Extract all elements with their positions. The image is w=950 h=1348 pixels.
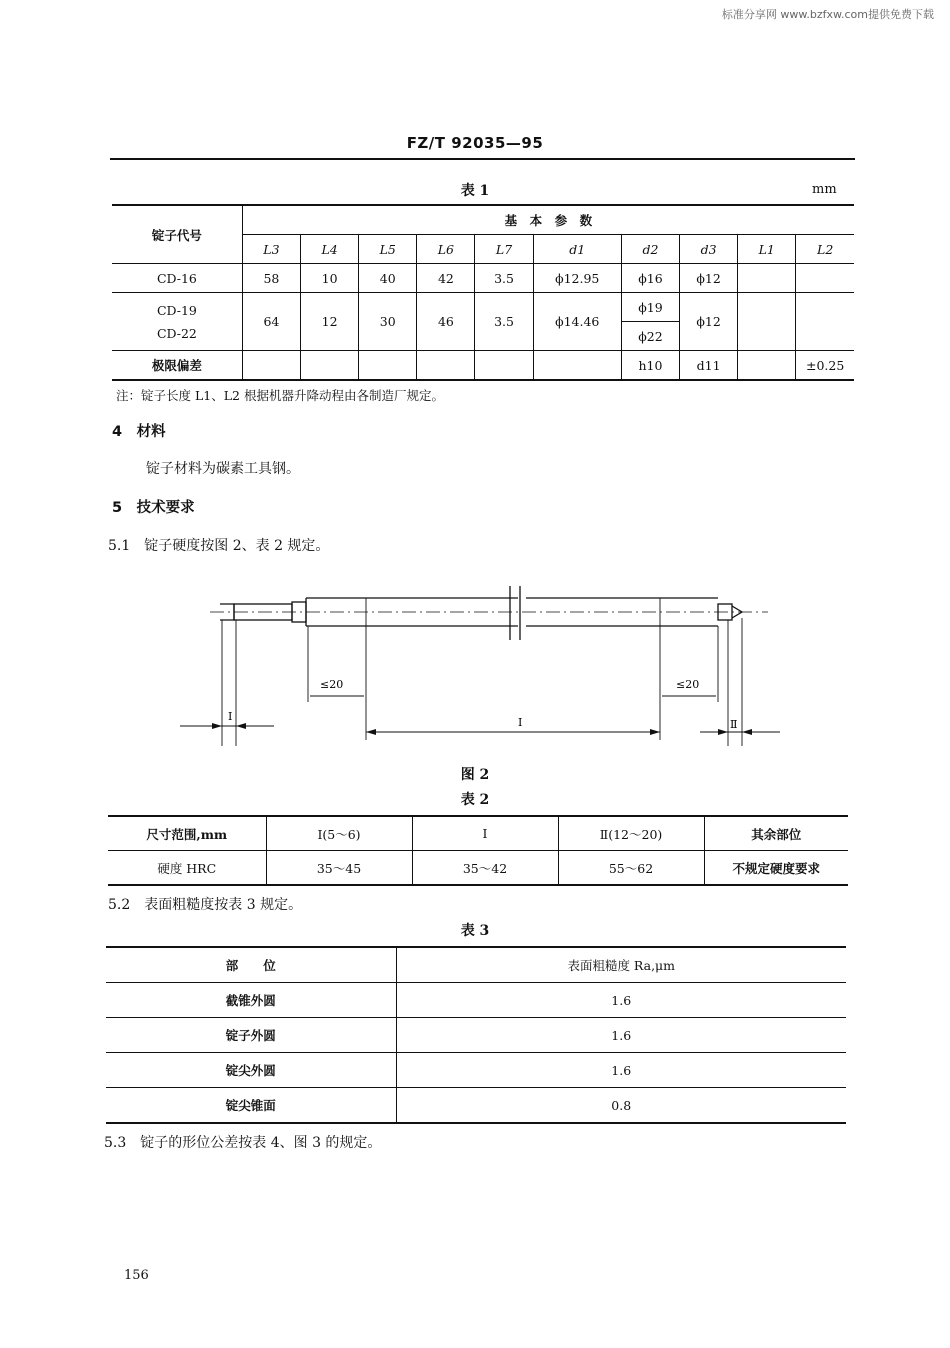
section-5-title: 5 技术要求 — [112, 500, 195, 516]
figure2-caption: 图 2 — [460, 767, 490, 783]
arrow — [366, 729, 376, 735]
table1-unit: mm — [812, 182, 837, 197]
dim-label-left: ≤20 — [320, 678, 344, 691]
cell: ϕ19 — [621, 293, 679, 322]
cell: 锭尖锥面 — [106, 1088, 396, 1124]
table1-param: d2 — [621, 235, 679, 264]
table1-param: L5 — [359, 235, 417, 264]
cell: 30 — [359, 293, 417, 351]
table-row — [106, 1018, 846, 1053]
table1-param: L3 — [242, 235, 300, 264]
table2-caption: 表 2 — [460, 792, 490, 808]
cell: ϕ16 — [621, 264, 679, 293]
arrow — [212, 723, 222, 729]
arrow — [650, 729, 660, 735]
section-5-3-text: 5.3 锭子的形位公差按表 4、图 3 的规定。 — [104, 1135, 382, 1151]
table-row — [108, 851, 848, 886]
cell: CD-16 — [112, 264, 242, 293]
cell — [533, 351, 621, 381]
table-row — [112, 264, 854, 293]
cell: 55～62 — [558, 851, 704, 886]
figure2-drawing — [170, 578, 790, 758]
table1-param: L2 — [796, 235, 854, 264]
table1-note: 注：锭子长度 L1、L2 根据机器升降动程由各制造厂规定。 — [116, 388, 444, 403]
cell: 1.6 — [396, 1018, 846, 1053]
cell: 锭尖外圆 — [106, 1053, 396, 1088]
zone-label-left: Ⅰ — [228, 710, 233, 723]
code-cd19: CD-19 — [156, 302, 197, 318]
cell: 35～42 — [412, 851, 558, 886]
table1-head-group: 基 本 参 数 — [242, 205, 854, 235]
cell: 极限偏差 — [112, 351, 242, 381]
table3-head: 表面粗糙度 Ra,μm — [396, 947, 846, 983]
cell — [738, 293, 796, 351]
cell: 0.8 — [396, 1088, 846, 1124]
table1-param: d3 — [680, 235, 738, 264]
zone-label-mid: Ⅰ — [518, 716, 523, 729]
table3-caption: 表 3 — [460, 923, 490, 939]
cell: 锭子外圆 — [106, 1018, 396, 1053]
table2-head: Ⅰ — [412, 816, 558, 851]
section-5-2-text: 5.2 表面粗糙度按表 3 规定。 — [108, 897, 303, 913]
arrow — [718, 729, 728, 735]
table-row — [106, 983, 846, 1018]
table1-head-code: 锭子代号 — [112, 205, 242, 264]
cell: ϕ12 — [680, 264, 738, 293]
table3-head: 部 位 — [106, 947, 396, 983]
dim-label-right: ≤20 — [676, 678, 700, 691]
code-cd22: CD-22 — [156, 325, 197, 341]
cell: h10 — [621, 351, 679, 381]
cell: 58 — [242, 264, 300, 293]
cell: ϕ14.46 — [533, 293, 621, 351]
cell: 42 — [417, 264, 475, 293]
table1-param: L6 — [417, 235, 475, 264]
table2-head: Ⅱ(12～20) — [558, 816, 704, 851]
table-row — [106, 1053, 846, 1088]
break-mark — [510, 586, 520, 640]
table1 — [112, 204, 854, 381]
table1-param: L1 — [738, 235, 796, 264]
standard-number: FZ/T 92035—95 — [406, 134, 544, 152]
cell — [796, 293, 854, 351]
cell — [475, 351, 533, 381]
cell: ϕ12.95 — [533, 264, 621, 293]
cell — [738, 264, 796, 293]
cell — [301, 351, 359, 381]
table1-param: L7 — [475, 235, 533, 264]
cell: 硬度 HRC — [108, 851, 266, 886]
cell — [359, 351, 417, 381]
table-row — [106, 1088, 846, 1124]
cell: 40 — [359, 264, 417, 293]
page-number: 156 — [124, 1268, 149, 1283]
cell: 不规定硬度要求 — [704, 851, 848, 886]
header-rule — [110, 158, 855, 160]
cell: 1.6 — [396, 983, 846, 1018]
table2-head: 尺寸范围,mm — [108, 816, 266, 851]
section-4-title: 4 材料 — [112, 424, 166, 440]
cell — [796, 264, 854, 293]
table1-param: d1 — [533, 235, 621, 264]
cell: d11 — [680, 351, 738, 381]
cell — [112, 293, 242, 351]
cell — [738, 351, 796, 381]
table2-head: 其余部位 — [704, 816, 848, 851]
dim-arrows — [212, 723, 752, 735]
table-row — [112, 351, 854, 381]
table1-caption: 表 1 — [460, 183, 490, 199]
cell: ±0.25 — [796, 351, 854, 381]
cell: 12 — [301, 293, 359, 351]
arrow — [236, 723, 246, 729]
cell: ϕ22 — [621, 322, 679, 351]
cell: 3.5 — [475, 293, 533, 351]
cell: 64 — [242, 293, 300, 351]
cell: 10 — [301, 264, 359, 293]
cell — [417, 351, 475, 381]
watermark-text: 标准分享网 www.bzfxw.com提供免费下载 — [721, 8, 934, 21]
cell: 截锥外圆 — [106, 983, 396, 1018]
cell — [242, 351, 300, 381]
cell: 46 — [417, 293, 475, 351]
table-row — [112, 293, 854, 322]
cell: ϕ12 — [680, 293, 738, 351]
zone-label-right: Ⅱ — [730, 718, 738, 731]
cell: 35～45 — [266, 851, 412, 886]
arrow — [742, 729, 752, 735]
table3 — [106, 946, 846, 1124]
table1-param: L4 — [301, 235, 359, 264]
table2 — [108, 815, 848, 886]
table2-head: Ⅰ(5～6) — [266, 816, 412, 851]
section-4-text: 锭子材料为碳素工具钢。 — [146, 461, 300, 477]
section-5-1-text: 5.1 锭子硬度按图 2、表 2 规定。 — [108, 538, 330, 554]
cell: 3.5 — [475, 264, 533, 293]
cell: 1.6 — [396, 1053, 846, 1088]
